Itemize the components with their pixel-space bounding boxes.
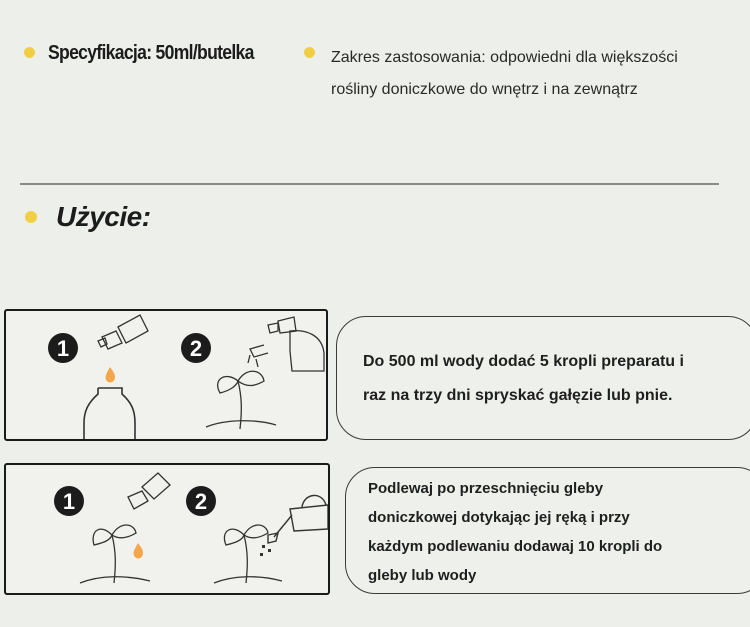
step-1-instruction-text <box>363 345 684 413</box>
step-number-2: 2 <box>189 336 203 361</box>
specification-text: Specyfikacja: 50ml/butelka <box>48 42 254 64</box>
plant-icon <box>206 371 276 429</box>
usage-title: Użycie: <box>56 201 151 232</box>
water-drops-icon <box>260 545 271 556</box>
drop-icon <box>134 543 143 558</box>
spray-bottle-icon <box>248 317 324 371</box>
scope-line-1: Zakres zastosowania: odpowiedni dla większości <box>331 49 678 66</box>
step-number-1: 1 <box>62 489 76 514</box>
bullet-dot-icon <box>24 47 35 58</box>
instruction-line: każdym podlewaniu dodawaj 10 kropli do <box>368 538 663 555</box>
dropper-bottle-icon <box>98 315 148 349</box>
bullet-dot-icon <box>25 211 37 223</box>
instruction-line: raz na trzy dni spryskać gałęzie lub pnie. <box>363 387 673 404</box>
step-1-illustration <box>4 309 328 441</box>
instruction-line: Podlewaj po przeschnięciu gleby <box>368 480 604 497</box>
dropper-bottle-icon <box>128 473 170 509</box>
instruction-line: doniczkowej dotykając jej ręką i przy <box>368 509 630 526</box>
step-number-1: 1 <box>56 336 70 361</box>
step-1-instruction-card <box>336 316 750 440</box>
step-number-2: 2 <box>194 489 208 514</box>
watering-method-illustration <box>6 465 328 593</box>
watering-can-icon <box>268 495 328 543</box>
step-2-illustration <box>4 463 330 595</box>
water-vessel-icon <box>84 388 135 439</box>
drop-icon <box>106 367 115 382</box>
instruction-line: gleby lub wody <box>368 567 477 584</box>
divider <box>20 183 719 185</box>
bullet-dot-icon <box>304 47 315 58</box>
spray-method-illustration <box>6 311 326 439</box>
scope-text <box>331 42 741 106</box>
instruction-line: Do 500 ml wody dodać 5 kropli preparatu i <box>363 353 684 370</box>
scope-line-2: rośliny doniczkowe do wnętrz i na zewnątrz <box>331 81 638 98</box>
step-2-instruction-text <box>368 474 662 590</box>
step-2-instruction-card <box>345 467 750 594</box>
